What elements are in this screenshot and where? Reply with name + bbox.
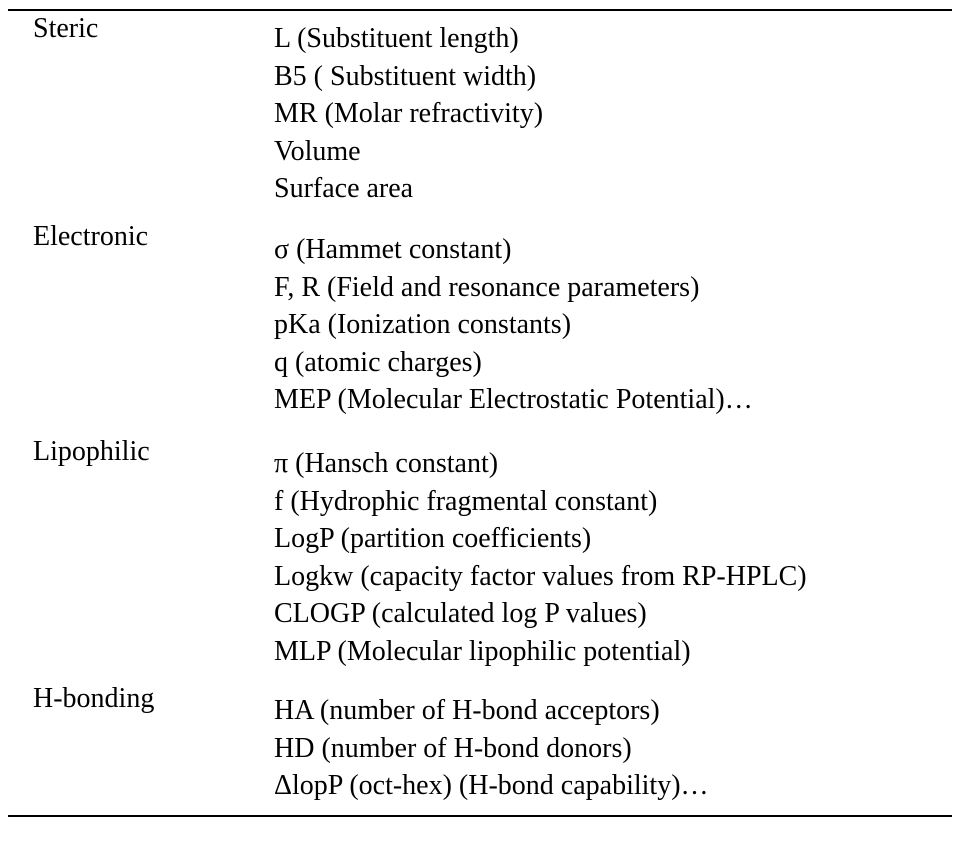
table-bottom-rule xyxy=(8,815,952,817)
descriptor-item: pKa (Ionization constants) xyxy=(274,309,572,341)
category-label: H-bonding xyxy=(33,683,155,714)
descriptor-item: MLP (Molecular lipophilic potential) xyxy=(274,635,691,667)
descriptor-list xyxy=(274,20,543,208)
descriptor-item: σ (Hammet constant) xyxy=(274,234,512,265)
category-label: Steric xyxy=(33,13,99,44)
category-label: Lipophilic xyxy=(33,436,150,467)
descriptor-item: ΔlopP (oct-hex) (H-bond capability)… xyxy=(274,770,709,802)
descriptor-item: π (Hansch constant) xyxy=(274,448,499,479)
table-top-rule xyxy=(8,9,952,11)
descriptor-list xyxy=(274,445,807,671)
category-label: Electronic xyxy=(33,221,149,252)
descriptor-list xyxy=(274,692,709,805)
descriptor-item: HD (number of H-bond donors) xyxy=(274,732,632,764)
descriptor-item: Logkw (capacity factor values from RP-HPLC) xyxy=(274,560,807,592)
descriptor-item: Volume xyxy=(274,135,361,167)
descriptor-item: Surface area xyxy=(274,173,414,205)
descriptor-item: MEP (Molecular Electrostatic Potential)… xyxy=(274,384,753,416)
descriptor-item: L (Substituent length) xyxy=(274,23,519,54)
descriptor-item: MR (Molar refractivity) xyxy=(274,98,544,130)
descriptor-item: F, R (Field and resonance parameters) xyxy=(274,271,700,303)
descriptor-item: LogP (partition coefficients) xyxy=(274,523,592,555)
descriptor-item: HA (number of H-bond acceptors) xyxy=(274,695,660,726)
descriptor-item: CLOGP (calculated log P values) xyxy=(274,598,647,630)
descriptor-list xyxy=(274,231,753,419)
descriptor-item: f (Hydrophic fragmental constant) xyxy=(274,485,658,517)
descriptor-item: B5 ( Substituent width) xyxy=(274,60,537,92)
descriptor-item: q (atomic charges) xyxy=(274,346,482,378)
